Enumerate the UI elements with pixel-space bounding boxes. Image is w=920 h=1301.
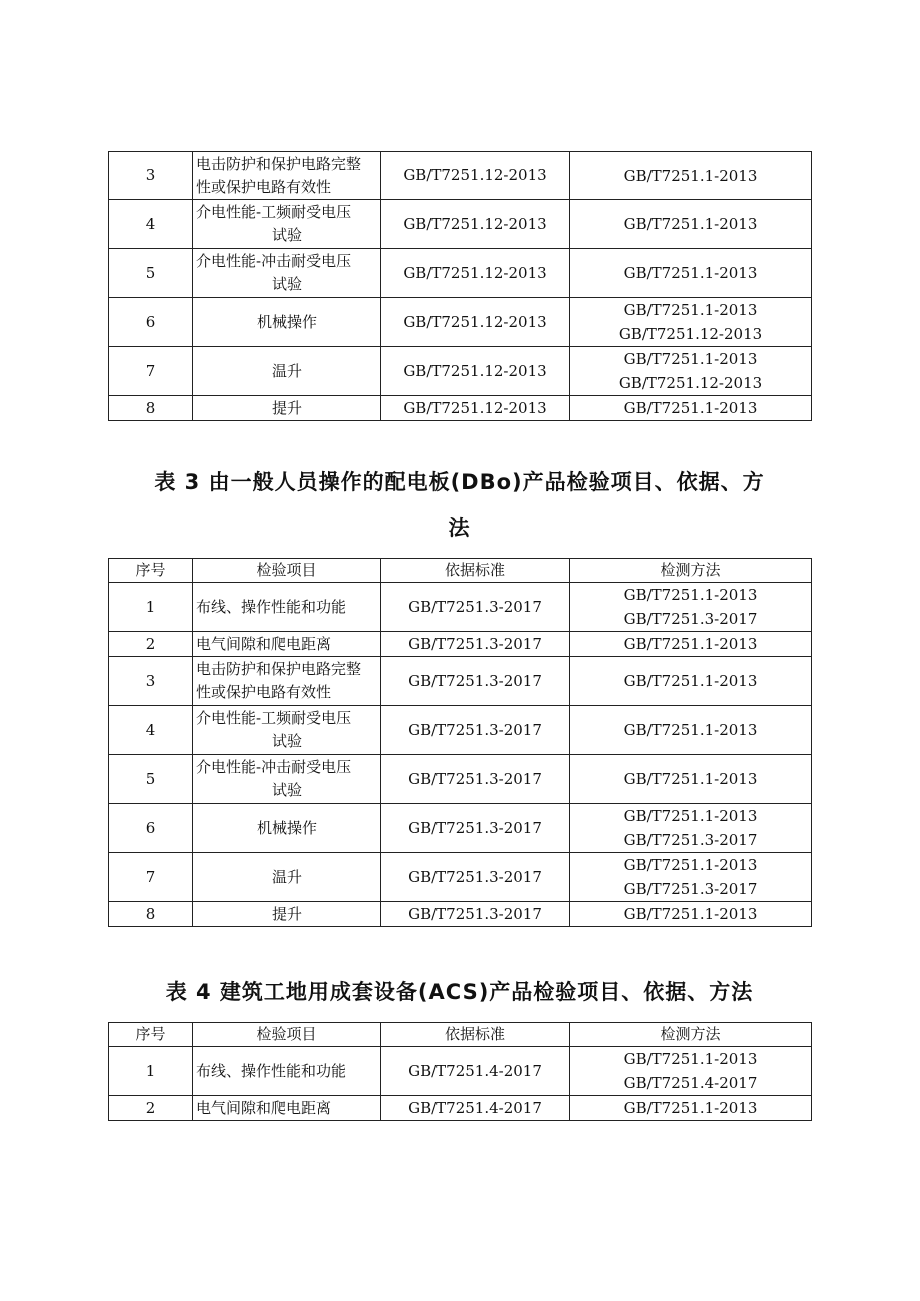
cell-method [570,706,812,755]
cell-no: 2 [109,1096,193,1121]
cell-basis: GB/T7251.4-2017 [381,1047,570,1096]
table-row [109,657,812,706]
cell-item-line: 介电性能-冲击耐受电压 [196,252,352,270]
cell-no: 3 [109,657,193,706]
cell-basis: GB/T7251.3-2017 [381,706,570,755]
cell-method [570,396,812,421]
cell-item-line: 电气间隙和爬电距离 [196,634,332,653]
cell-item-line: 机械操作 [256,312,317,331]
cell-method [570,152,812,200]
table3-title-line2: 法 [448,516,471,540]
header-basis: 依据标准 [381,1023,570,1047]
cell-item-line: 介电性能-工频耐受电压 [196,709,352,727]
header-basis: 依据标准 [381,559,570,583]
table4-header-row [109,1023,812,1047]
table-row [109,902,812,927]
cell-item-line: 介电性能-工频耐受电压 [196,203,352,221]
table-row [109,583,812,632]
cell-basis: GB/T7251.3-2017 [381,804,570,853]
cell-basis: GB/T7251.12-2013 [381,249,570,298]
cell-method [570,804,812,853]
cell-item [193,583,381,632]
cell-item [193,152,381,200]
cell-no: 8 [109,396,193,421]
header-method: 检测方法 [570,559,812,583]
cell-basis: GB/T7251.3-2017 [381,583,570,632]
table2-continued [108,151,812,421]
cell-item-line: 试验 [271,226,302,244]
cell-item-line: 电击防护和保护电路完整 [196,154,362,173]
cell-no: 4 [109,706,193,755]
cell-no: 1 [109,583,193,632]
cell-item [193,632,381,657]
cell-method-line: GB/T7251.3-2017 [623,831,758,849]
cell-method-line: GB/T7251.1-2013 [623,672,758,690]
table-row [109,200,812,249]
cell-no: 1 [109,1047,193,1096]
cell-basis: GB/T7251.3-2017 [381,853,570,902]
cell-item-line: 试验 [271,781,302,799]
cell-no: 7 [109,347,193,396]
cell-item-line: 机械操作 [256,818,317,837]
cell-method-line: GB/T7251.3-2017 [623,610,758,628]
header-item: 检验项目 [193,559,381,583]
table-row [109,804,812,853]
cell-method-line: GB/T7251.1-2013 [623,1050,758,1068]
cell-method [570,1047,812,1096]
table-row [109,632,812,657]
cell-item [193,396,381,421]
cell-item [193,706,381,755]
cell-item-line: 提升 [271,904,302,923]
cell-method-line: GB/T7251.1-2013 [623,1099,758,1117]
table-row [109,396,812,421]
cell-method-line: GB/T7251.12-2013 [618,374,763,392]
cell-no: 7 [109,853,193,902]
cell-method [570,755,812,804]
table3 [108,558,812,927]
header-method: 检测方法 [570,1023,812,1047]
cell-item [193,1096,381,1121]
table-row [109,347,812,396]
cell-method [570,347,812,396]
header-item: 检验项目 [193,1023,381,1047]
table4 [108,1022,812,1121]
cell-basis: GB/T7251.12-2013 [381,298,570,347]
cell-no: 5 [109,249,193,298]
cell-item [193,249,381,298]
cell-method [570,249,812,298]
table-row [109,853,812,902]
table-row [109,1096,812,1121]
cell-method [570,657,812,706]
cell-item-line: 介电性能-冲击耐受电压 [196,758,352,776]
cell-method-line: GB/T7251.1-2013 [623,264,758,282]
cell-item [193,902,381,927]
cell-basis: GB/T7251.12-2013 [381,200,570,249]
cell-item-line: 布线、操作性能和功能 [196,1061,347,1080]
header-no: 序号 [109,1023,193,1047]
table4-title-text: 表 4 建筑工地用成套设备(ACS)产品检验项目、依据、方法 [165,980,754,1004]
cell-method-line: GB/T7251.3-2017 [623,880,758,898]
cell-no: 5 [109,755,193,804]
cell-no: 8 [109,902,193,927]
table3-title-wrap [108,512,811,542]
table-row [109,152,812,200]
cell-item-line: 电击防护和保护电路完整 [196,660,362,678]
cell-method-line: GB/T7251.1-2013 [623,399,758,417]
cell-method-line: GB/T7251.1-2013 [623,586,758,604]
table-row [109,249,812,298]
cell-method [570,583,812,632]
table3-header-row [109,559,812,583]
cell-basis: GB/T7251.3-2017 [381,632,570,657]
table4-body [109,1047,812,1121]
cell-basis: GB/T7251.12-2013 [381,396,570,421]
table2-body [109,152,812,421]
cell-no: 6 [109,298,193,347]
table-row [109,1047,812,1096]
cell-item [193,200,381,249]
cell-item-line: 性或保护电路有效性 [196,177,332,196]
cell-item [193,804,381,853]
table-row [109,298,812,347]
cell-item [193,657,381,706]
table3-body [109,583,812,927]
cell-method-line: GB/T7251.1-2013 [623,301,758,319]
cell-method-line: GB/T7251.1-2013 [623,350,758,368]
cell-item [193,1047,381,1096]
cell-basis: GB/T7251.3-2017 [381,755,570,804]
cell-method [570,902,812,927]
cell-item [193,853,381,902]
cell-item-line: 温升 [271,361,302,380]
table3-title [108,466,811,496]
cell-item-line: 性或保护电路有效性 [196,683,332,701]
cell-item [193,755,381,804]
cell-method [570,200,812,249]
table3-title-line1: 表 3 由一般人员操作的配电板(DBo)产品检验项目、依据、方 [154,470,765,494]
cell-item [193,298,381,347]
cell-item-line: 试验 [271,275,302,293]
table-row [109,706,812,755]
cell-method-line: GB/T7251.1-2013 [623,807,758,825]
cell-basis: GB/T7251.3-2017 [381,657,570,706]
cell-method [570,632,812,657]
cell-basis: GB/T7251.12-2013 [381,152,570,200]
cell-item [193,347,381,396]
cell-item-line: 温升 [271,867,302,886]
cell-no: 6 [109,804,193,853]
cell-no: 4 [109,200,193,249]
cell-method [570,1096,812,1121]
cell-no: 2 [109,632,193,657]
cell-method-line: GB/T7251.1-2013 [623,721,758,739]
cell-method [570,298,812,347]
cell-item-line: 电气间隙和爬电距离 [196,1098,332,1117]
cell-method-line: GB/T7251.4-2017 [623,1074,758,1092]
cell-basis: GB/T7251.12-2013 [381,347,570,396]
cell-method-line: GB/T7251.1-2013 [623,166,758,185]
cell-method-line: GB/T7251.1-2013 [623,635,758,653]
cell-no: 3 [109,152,193,200]
cell-basis: GB/T7251.3-2017 [381,902,570,927]
cell-item-line: 试验 [271,732,302,750]
cell-method-line: GB/T7251.1-2013 [623,856,758,874]
cell-item-line: 布线、操作性能和功能 [196,597,347,616]
table4-title [108,976,811,1006]
table-row [109,755,812,804]
cell-method-line: GB/T7251.12-2013 [618,325,763,343]
cell-basis: GB/T7251.4-2017 [381,1096,570,1121]
cell-item-line: 提升 [271,398,302,417]
cell-method-line: GB/T7251.1-2013 [623,905,758,923]
cell-method-line: GB/T7251.1-2013 [623,215,758,233]
header-no: 序号 [109,559,193,583]
cell-method-line: GB/T7251.1-2013 [623,770,758,788]
cell-method [570,853,812,902]
